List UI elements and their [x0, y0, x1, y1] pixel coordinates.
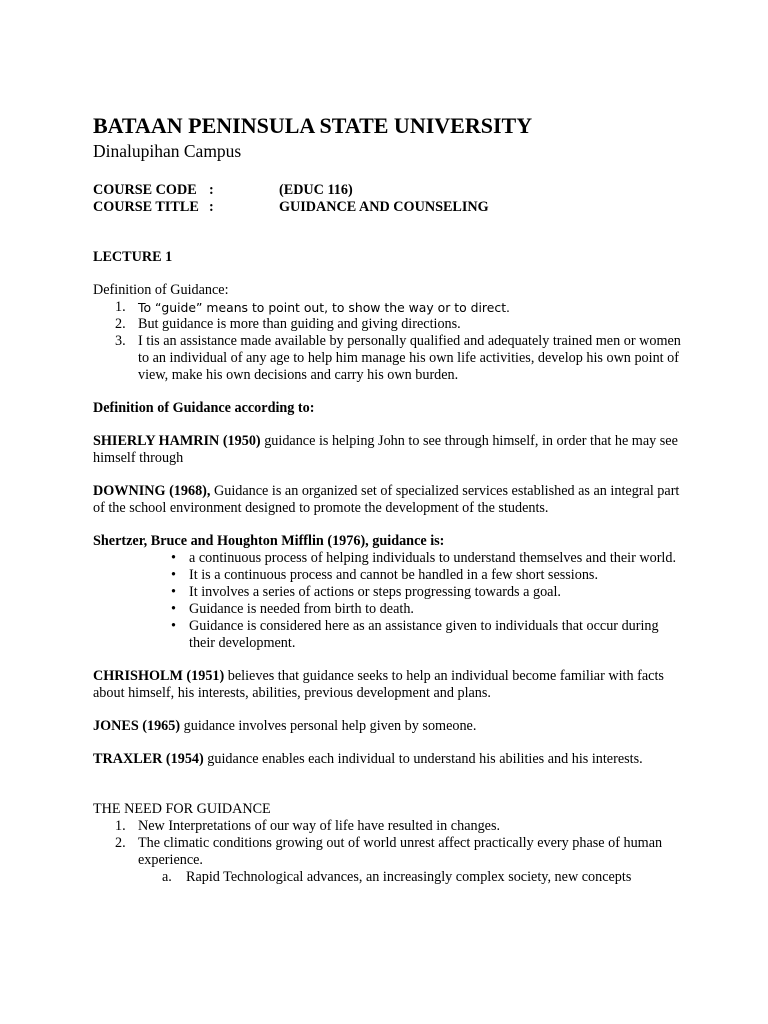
document-content [93, 113, 683, 886]
shertzer-list [93, 550, 683, 652]
list-item: 1. New Interpretations of our way of life have resulted in changes. [115, 818, 501, 834]
bullet-icon: • [171, 618, 176, 634]
shertzer-heading: Shertzer, Bruce and Houghton Mifflin (1976), guidance is: [93, 533, 445, 549]
course-code-row [93, 182, 683, 199]
bullet-icon: • [171, 567, 176, 583]
list-item: • Guidance is needed from birth to death. [171, 601, 414, 617]
course-code-colon: : [209, 182, 214, 198]
list-item: 2. The climatic conditions growing out of world unrest affect practically every phase of human experience. [115, 835, 663, 868]
course-title-value: GUIDANCE AND COUNSELING [279, 199, 489, 215]
need-sublist [93, 869, 683, 886]
campus-subtitle: Dinalupihan Campus [93, 141, 242, 161]
bullet-icon: • [171, 550, 176, 566]
chrisholm-paragraph: CHRISHOLM (1951) believes that guidance seeks to help an individual become familiar with facts about himself, his interests, abilities, previous development and plans. [93, 668, 664, 701]
course-info [93, 182, 683, 216]
list-item: • It involves a series of actions or steps progressing towards a goal. [171, 584, 561, 600]
according-heading: Definition of Guidance according to: [93, 400, 315, 416]
need-heading: THE NEED FOR GUIDANCE [93, 801, 271, 817]
course-code-value: (EDUC 116) [279, 182, 353, 198]
list-item: • a continuous process of helping individuals to understand themselves and their world. [171, 550, 677, 566]
course-title-row [93, 199, 683, 216]
hamrin-paragraph: SHIERLY HAMRIN (1950) guidance is helping John to see through himself, in order that he may see himself through [93, 433, 678, 466]
downing-paragraph: DOWNING (1968), Guidance is an organized set of specialized services established as an integral part of the school environment designed to promote the development of the students. [93, 483, 680, 516]
university-title: BATAAN PENINSULA STATE UNIVERSITY [93, 113, 533, 138]
course-title-label: COURSE TITLE [93, 199, 199, 215]
lecture-heading: LECTURE 1 [93, 249, 173, 265]
list-item: 3. I tis an assistance made available by personally qualified and adequately trained men or women to an individual of any age to help him manage his own life activities, develop his own point of view, make his own decisions and carry his own burden. [115, 333, 681, 383]
definition-list [93, 299, 683, 384]
bullet-icon: • [171, 601, 176, 617]
need-list [93, 818, 683, 869]
list-item: a. Rapid Technological advances, an increasingly complex society, new concepts [162, 869, 632, 885]
list-item: • It is a continuous process and cannot be handled in a few short sessions. [171, 567, 598, 583]
list-item: 2. But guidance is more than guiding and giving directions. [115, 316, 461, 332]
course-code-label: COURSE CODE [93, 182, 197, 198]
list-item: • Guidance is considered here as an assistance given to individuals that occur during their development. [171, 618, 659, 651]
definition-heading: Definition of Guidance: [93, 282, 229, 298]
traxler-paragraph: TRAXLER (1954) guidance enables each individual to understand his abilities and his interests. [93, 751, 643, 767]
bullet-icon: • [171, 584, 176, 600]
course-title-colon: : [209, 199, 214, 215]
jones-paragraph: JONES (1965) guidance involves personal help given by someone. [93, 718, 477, 734]
list-item: 1. To “guide” means to point out, to show the way or to direct. [115, 299, 510, 315]
